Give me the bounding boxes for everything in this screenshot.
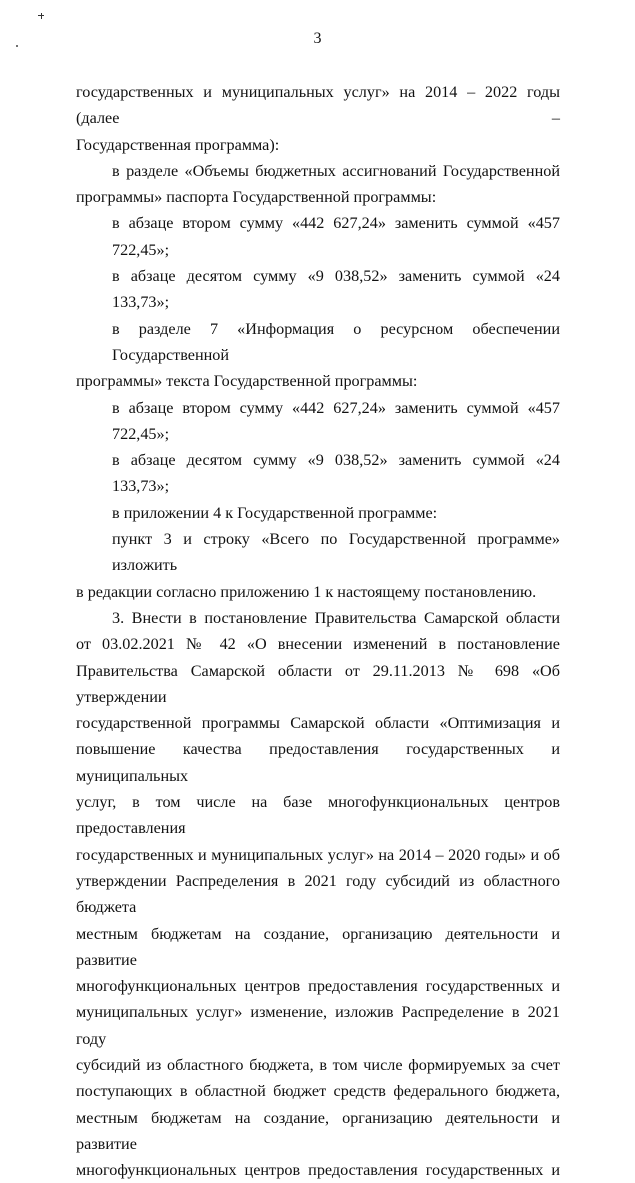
text-line: в приложении 4 к Государственной программе:: [112, 503, 438, 522]
text-line: государственных и муниципальных услуг» на 2014 – 2020 годы» и об: [76, 845, 560, 864]
scan-mark-top: [38, 13, 45, 19]
text-line: государственных и муниципальных услуг» на 2014 – 2022 годы (далее –: [76, 83, 560, 128]
text-line: в разделе «Объемы бюджетных ассигнований Государственной: [112, 161, 560, 180]
text-line: утверждении Распределения в 2021 году субсидий из областного бюджета: [76, 871, 560, 917]
text-line: местным бюджетам на создание, организацию деятельности и развитие: [76, 1108, 560, 1153]
text-line: многофункциональных центров предоставления государственных и: [76, 1161, 560, 1180]
text-line: 3. Внести в постановление Правительства Самарской области: [112, 608, 560, 627]
text-line: в разделе 7 «Информация о ресурсном обеспечении Государственной: [112, 319, 560, 364]
text-line: в абзаце десятом сумму «9 038,52» заменить суммой «24 133,73»;: [112, 267, 560, 312]
text-line: услуг, в том числе на базе многофункциональных центров предоставления: [76, 793, 560, 838]
text-line: в абзаце десятом сумму «9 038,52» заменить суммой «24 133,73»;: [112, 451, 560, 496]
text-line: в редакции согласно приложению 1 к настоящему постановлению.: [76, 582, 537, 601]
text-line: от 03.02.2021 № 42 «О внесении изменений в постановление: [76, 635, 560, 654]
text-line: Правительства Самарской области от 29.11.2013 № 698 «Об утверждении: [76, 661, 560, 706]
text-line: пункт 3 и строку «Всего по Государственной программе» изложить: [112, 530, 560, 575]
document-body: [76, 79, 560, 1183]
text-line: Государственная программа):: [76, 135, 280, 154]
text-line: муниципальных услуг» изменение, изложив Распределение в 2021 году: [76, 1003, 560, 1048]
text-line: повышение качества предоставления государственных и муниципальных: [76, 740, 560, 785]
text-line: поступающих в областной бюджет средств федерального бюджета,: [76, 1082, 560, 1101]
text-line: в абзаце втором сумму «442 627,24» заменить суммой «457 722,45»;: [112, 214, 560, 259]
text-line: программы» текста Государственной программы:: [76, 372, 418, 391]
text-line: в абзаце втором сумму «442 627,24» заменить суммой «457 722,45»;: [112, 398, 560, 443]
text-line: местным бюджетам на создание, организацию деятельности и развитие: [76, 924, 560, 969]
page-number: 3: [313, 30, 322, 47]
text-line: многофункциональных центров предоставления государственных и: [76, 977, 560, 996]
text-line: государственной программы Самарской области «Оптимизация и: [76, 714, 560, 733]
text-line: субсидий из областного бюджета, в том числе формируемых за счет: [76, 1055, 560, 1074]
text-line: программы» паспорта Государственной программы:: [76, 188, 437, 207]
